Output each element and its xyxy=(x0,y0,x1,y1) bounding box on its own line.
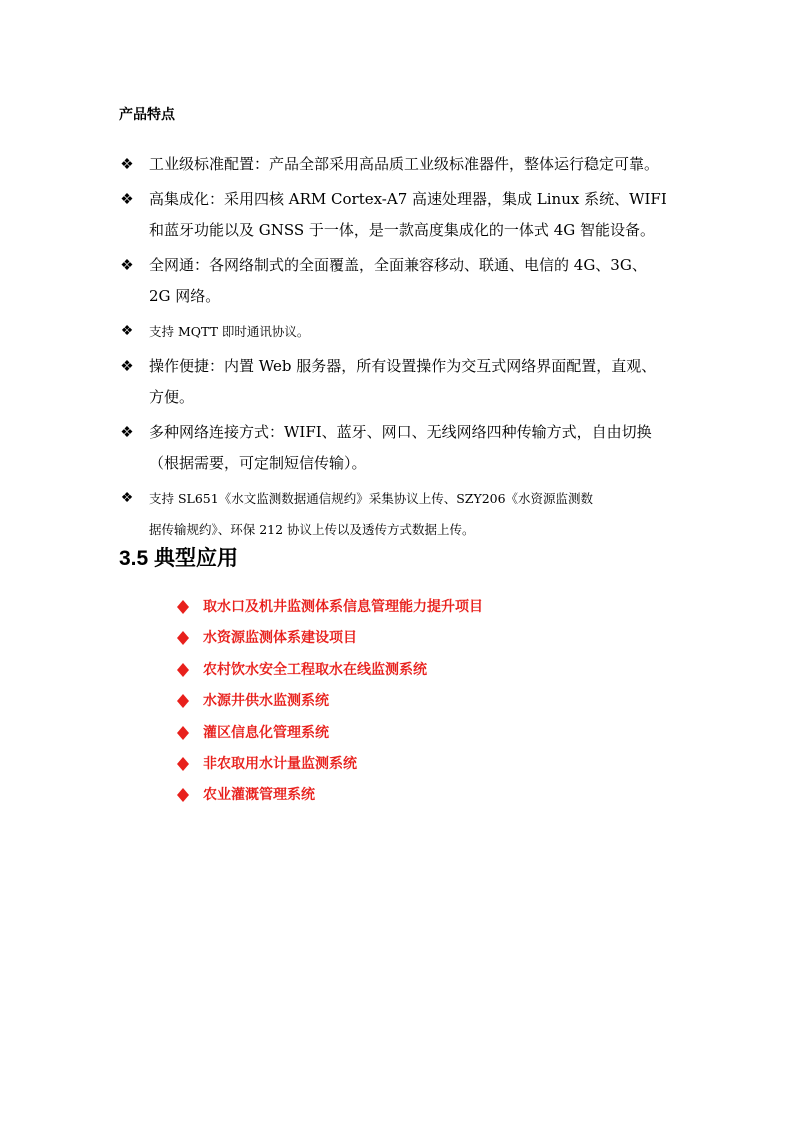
feature-line: 据传输规约》、环保 212 协议上传以及透传方式数据上传。 xyxy=(149,522,475,537)
feature-line: （根据需要，可定制短信传输）。 xyxy=(149,454,367,472)
feature-item xyxy=(119,250,679,312)
feature-line: 高集成化：采用四核 ARM Cortex-A7 高速处理器，集成 Linux 系统、WIFI xyxy=(149,190,667,208)
four-petal-bullet-icon: ❖ xyxy=(120,190,134,208)
application-label: 取水口及机井监测体系信息管理能力提升项目 xyxy=(203,599,483,615)
diamond-bullet-icon xyxy=(177,631,189,645)
feature-line: 全网通：各网络制式的全面覆盖，全面兼容移动、联通、电信的 4G、3G、 xyxy=(149,256,647,274)
features-title: 产品特点 xyxy=(119,107,175,123)
feature-item xyxy=(119,351,679,413)
applications-list xyxy=(177,596,483,816)
feature-line: 和蓝牙功能以及 GNSS 于一体，是一款高度集成化的一体式 4G 智能设备。 xyxy=(149,221,655,239)
application-item xyxy=(177,659,483,690)
diamond-bullet-icon xyxy=(177,694,189,708)
feature-line: 工业级标准配置：产品全部采用高品质工业级标准器件，整体运行稳定可靠。 xyxy=(149,155,660,173)
diamond-bullet-icon xyxy=(177,726,189,740)
four-petal-bullet-icon: ❖ xyxy=(120,357,134,375)
feature-line: 2G 网络。 xyxy=(149,287,221,305)
feature-line: 支持 SL651《水文监测数据通信规约》采集协议上传、SZY206《水资源监测数 xyxy=(149,491,594,506)
section-heading: 3.5 典型应用 xyxy=(119,547,239,570)
features-list xyxy=(119,149,679,549)
feature-item xyxy=(119,417,679,479)
application-item xyxy=(177,753,483,784)
application-item xyxy=(177,596,483,627)
application-item xyxy=(177,690,483,721)
feature-line: 支持 MQTT 即时通讯协议。 xyxy=(149,324,310,339)
feature-line: 方便。 xyxy=(149,388,195,406)
application-item xyxy=(177,627,483,658)
application-item xyxy=(177,722,483,753)
diamond-bullet-icon xyxy=(177,757,189,771)
feature-item xyxy=(119,184,679,246)
feature-item xyxy=(119,149,679,180)
diamond-bullet-icon xyxy=(177,663,189,677)
four-petal-bullet-icon: ❖ xyxy=(120,323,134,339)
feature-line: 操作便捷：内置 Web 服务器，所有设置操作为交互式网络界面配置，直观、 xyxy=(149,357,657,375)
application-label: 灌区信息化管理系统 xyxy=(203,724,329,741)
diamond-bullet-icon xyxy=(177,600,189,614)
four-petal-bullet-icon: ❖ xyxy=(120,423,134,441)
feature-item xyxy=(119,483,679,545)
application-label: 水资源监测体系建设项目 xyxy=(203,630,357,647)
four-petal-bullet-icon: ❖ xyxy=(120,256,134,274)
application-label: 农村饮水安全工程取水在线监测系统 xyxy=(203,661,427,678)
feature-line: 多种网络连接方式：WIFI、蓝牙、网口、无线网络四种传输方式，自由切换 xyxy=(149,423,652,441)
feature-item xyxy=(119,316,679,347)
diamond-bullet-icon xyxy=(177,788,189,802)
four-petal-bullet-icon: ❖ xyxy=(120,490,134,506)
application-label: 非农取用水计量监测系统 xyxy=(203,755,357,772)
application-label: 水源井供水监测系统 xyxy=(203,693,329,710)
application-label: 农业灌溉管理系统 xyxy=(203,787,315,804)
four-petal-bullet-icon: ❖ xyxy=(120,155,134,173)
application-item xyxy=(177,784,483,815)
